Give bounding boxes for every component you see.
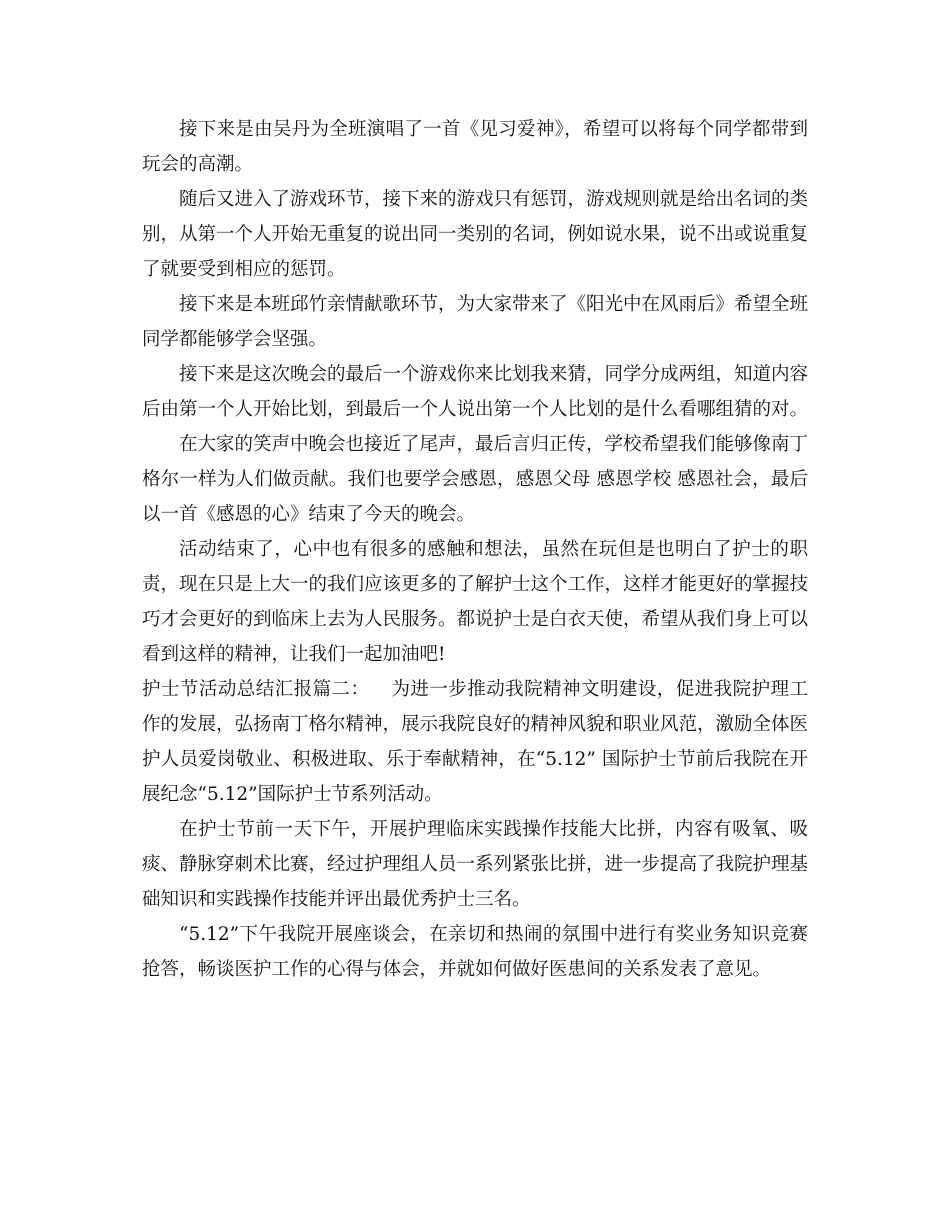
- paragraph-1: 接下来是由吴丹为全班演唱了一首《见习爱神》，希望可以将每个同学都带到玩会的高潮。: [142, 119, 808, 175]
- section-intro-text: 为进一步推动我院精神文明建设，促进我院护理工作的发展，弘扬南丁格尔精神，展示我院良好的精神风貌和职业风范，激励全体医护人员爱岗敬业、积极进取、乐于奉献精神，在“5.12” 国际护士节前后我院在开展纪念“5.12”国际护士节系列活动。: [142, 679, 809, 805]
- section-intro-paragraph: [142, 672, 808, 812]
- paragraph-5: 在大家的笑声中晚会也接近了尾声，最后言归正传，学校希望我们能够像南丁格尔一样为人们做贡献。我们也要学会感恩，感恩父母 感恩学校 感恩社会，最后以一首《感恩的心》结束了今天的晚会。: [142, 434, 809, 525]
- paragraph-4: 接下来是这次晚会的最后一个游戏你来比划我来猜，同学分成两组，知道内容后由第一个人开始比划，到最后一个人说出第一个人比划的是什么看哪组猜的对。: [142, 364, 809, 420]
- paragraph-6: 活动结束了，心中也有很多的感触和想法，虽然在玩但是也明白了护士的职责，现在只是上大一的我们应该更多的了解护士这个工作，这样才能更好的掌握技巧才会更好的到临床上去为人民服务。都说护士是白衣天使，希望从我们身上可以看到这样的精神，让我们一起加油吧!: [142, 539, 809, 665]
- paragraph-2: 随后又进入了游戏环节，接下来的游戏只有惩罚，游戏规则就是给出名词的类别，从第一个人开始无重复的说出同一类别的名词，例如说水果，说不出或说重复了就要受到相应的惩罚。: [142, 189, 809, 280]
- section-paragraph-2: “5.12”下午我院开展座谈会，在亲切和热闹的氛围中进行有奖业务知识竞赛抢答，畅谈医护工作的心得与体会，并就如何做好医患间的关系发表了意见。: [142, 924, 808, 980]
- section-paragraph-1: 在护士节前一天下午，开展护理临床实践操作技能大比拼，内容有吸氧、吸痰、静脉穿刺术比赛，经过护理组人员一系列紧张比拼，进一步提高了我院护理基础知识和实践操作技能并评出最优秀护士三名。: [142, 819, 809, 910]
- section-heading: 护士节活动总结汇报篇二：: [142, 679, 370, 700]
- document-body: [142, 112, 808, 987]
- paragraph-3: 接下来是本班邱竹亲情献歌环节，为大家带来了《阳光中在风雨后》希望全班同学都能够学会坚强。: [142, 294, 809, 350]
